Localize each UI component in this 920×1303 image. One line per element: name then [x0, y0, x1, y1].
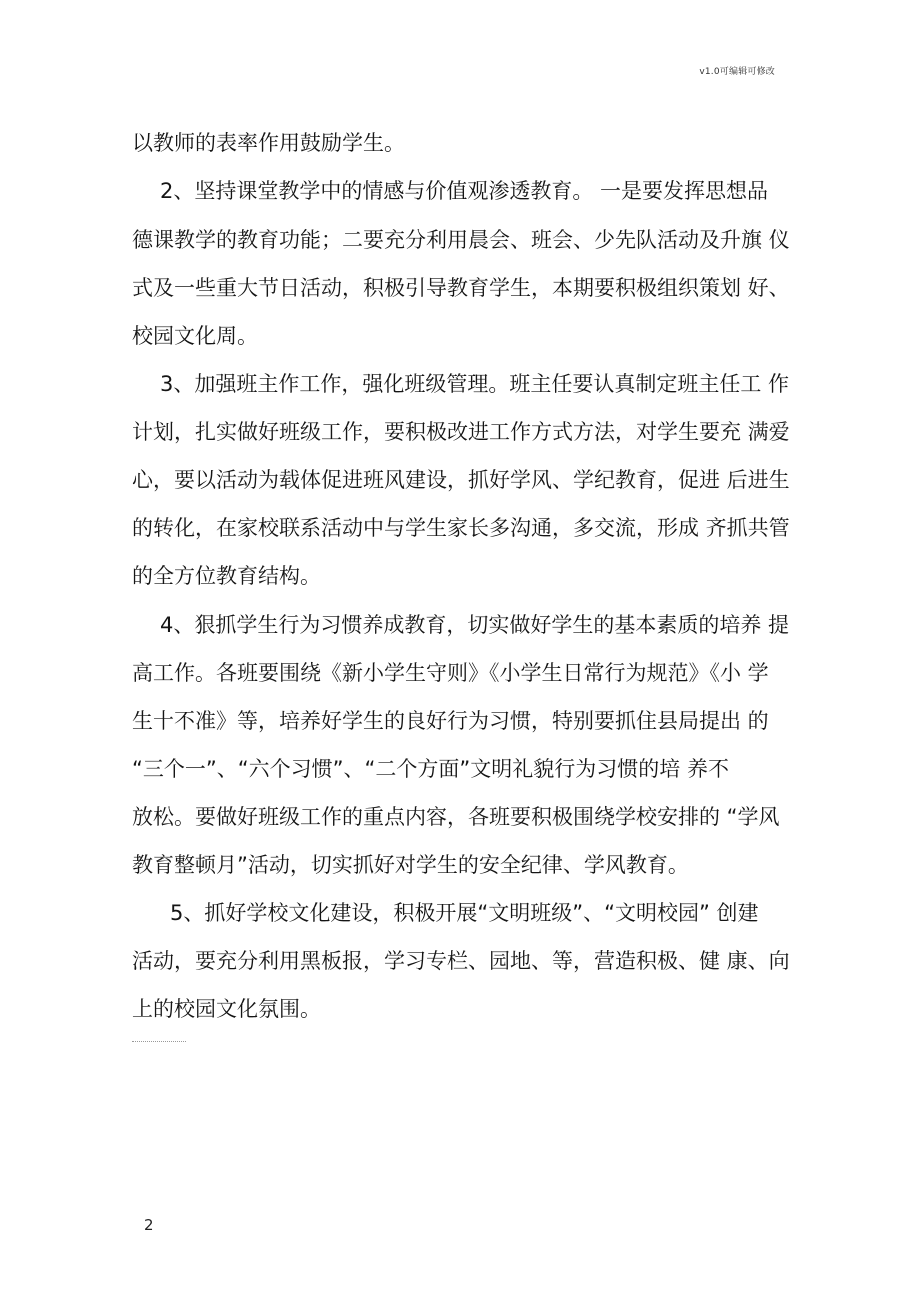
text-line: 上的校园文化氛围。	[132, 997, 321, 1021]
footnote-divider	[132, 1041, 186, 1042]
text-line: 计划，扎实做好班级工作，要积极改进工作方式方法，对学生要充 满爱	[132, 420, 790, 444]
text-line: 3、加强班主作工作，强化班级管理。班主任要认真制定班主任工 作	[160, 372, 790, 396]
text-line: 活动，要充分利用黑板报，学习专栏、园地、等，营造积极、健 康、向	[132, 949, 790, 973]
text-line: 4、狠抓学生行为习惯养成教育，切实做好学生的基本素质的培养 提	[160, 613, 790, 637]
text-line: 2、坚持课堂教学中的情感与价值观渗透教育。 一是要发挥思想品	[160, 179, 769, 203]
version-note: v1.0可编辑可修改	[699, 67, 775, 77]
text-line: 5、抓好学校文化建设，积极开展“文明班级”、“文明校园” 创建	[170, 901, 759, 925]
text-line: 以教师的表率作用鼓励学生。	[132, 131, 405, 155]
text-line: 高工作。各班要围绕《新小学生守则》《小学生日常行为规范》《小 学	[132, 661, 769, 685]
text-line: 的全方位教育结构。	[132, 564, 321, 588]
page-number: 2	[144, 1216, 154, 1234]
text-line: 心，要以活动为载体促进班风建设，抓好学风、学纪教育，促进 后进生	[132, 468, 790, 492]
text-line: 德课教学的教育功能；二要充分利用晨会、班会、少先队活动及升旗 仪	[132, 228, 790, 252]
text-line: “三个一”、“六个习惯”、“二个方面”文明礼貌行为习惯的培 养不	[132, 757, 729, 781]
text-line: 教育整顿月”活动，切实抓好对学生的安全纪律、学风教育。	[132, 853, 689, 877]
text-line: 校园文化周。	[132, 324, 258, 348]
text-line: 放松。要做好班级工作的重点内容，各班要积极围绕学校安排的 “学风	[132, 805, 780, 829]
text-line: 的转化，在家校联系活动中与学生家长多沟通，多交流，形成 齐抓共管	[132, 516, 790, 540]
text-line: 式及一些重大节日活动，积极引导教育学生，本期要积极组织策划 好、	[132, 276, 790, 300]
text-line: 生十不准》等，培养好学生的良好行为习惯，特别要抓住县局提出 的	[132, 709, 769, 733]
